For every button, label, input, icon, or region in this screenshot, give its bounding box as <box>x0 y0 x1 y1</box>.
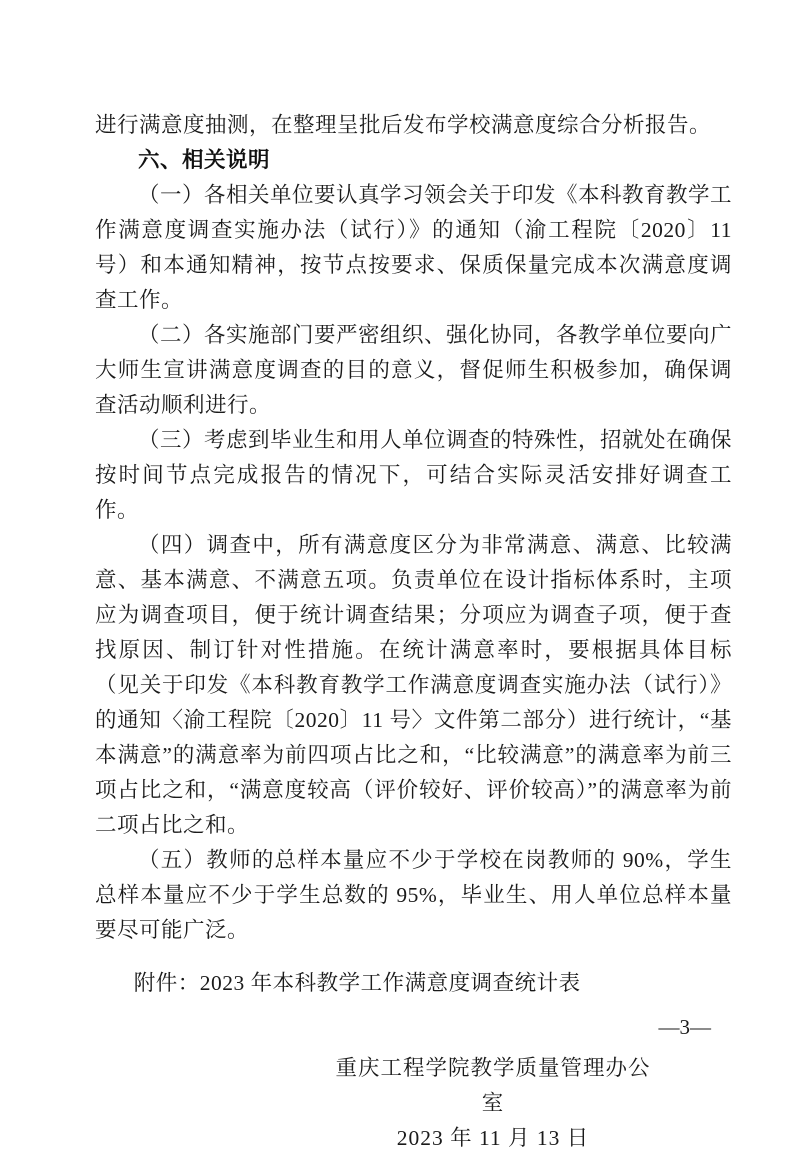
signature-block <box>332 1051 654 1156</box>
paragraph-continuation: 进行满意度抽测，在整理呈批后发布学校满意度综合分析报告。 <box>95 113 712 137</box>
paragraph-item-1: （一）各相关单位要认真学习领会关于印发《本科教育教学工作满意度调查实施办法（试行）》的通知（渝工程院〔2020〕11 号）和本通知精神，按节点按要求、保质保量完成本次满意度调查工作。 <box>95 183 733 312</box>
paragraph-item-2: （二）各实施部门要严密组织、强化协同，各教学单位要向广大师生宣讲满意度调查的目的意义，督促师生积极参加，确保调查活动顺利进行。 <box>95 323 733 417</box>
section-heading: 六、相关说明 <box>138 148 271 172</box>
signature-organization: 重庆工程学院教学质量管理办公室 <box>335 1056 651 1115</box>
paragraph-item-5: （五）教师的总样本量应不少于学校在岗教师的 90%，学生总样本量应不少于学生总数的 95%，毕业生、用人单位总样本量要尽可能广泛。 <box>95 848 732 942</box>
document-page <box>95 108 732 1156</box>
paragraph-item-4: （四）调查中，所有满意度区分为非常满意、满意、比较满意、基本满意、不满意五项。负责单位在设计指标体系时，主项应为调查项目，便于统计调查结果；分项应为调查子项，便于查找原因、制订针对性措施。在统计满意率时，要根据具体目标（见关于印发《本科教育教学工作满意度调查实施办法（试行）》的通知〈渝工程院〔2020〕11 号〉文件第二部分）进行统计，“基本满意”的满意率为前四项占比之和，“比较满意”的满意率为前三项占比之和，“满意度较高（评价较好、评价较高）”的满意率为前二项占比之和。 <box>95 533 732 837</box>
attachment-line: 附件：2023 年本科教学工作满意度调查统计表 <box>133 971 581 995</box>
page-number: —3— <box>658 1015 711 1039</box>
paragraph-item-3: （三）考虑到毕业生和用人单位调查的特殊性，招就处在确保按时间节点完成报告的情况下，可结合实际灵活安排好调查工作。 <box>95 428 733 522</box>
signature-date: 2023 年 11 月 13 日 <box>396 1126 590 1150</box>
